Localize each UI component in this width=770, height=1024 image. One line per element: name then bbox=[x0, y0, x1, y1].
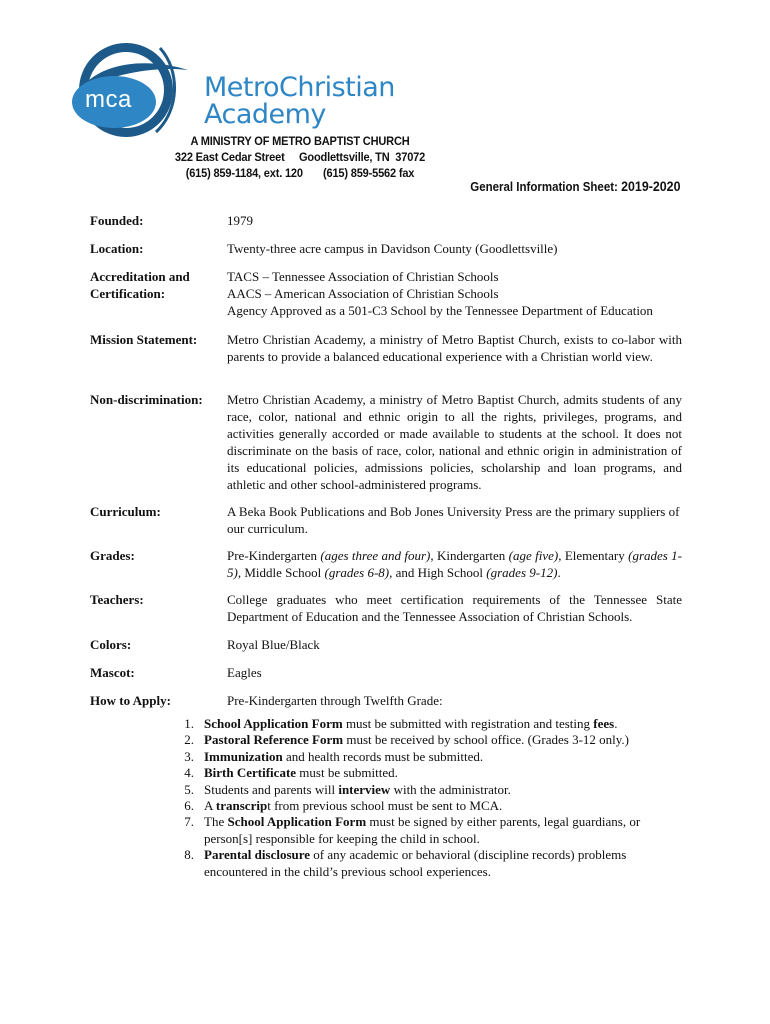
list-item bbox=[176, 814, 676, 847]
list-item bbox=[176, 782, 676, 798]
step-bold: Birth Certificate bbox=[204, 765, 297, 781]
accreditation-label-line2: Certification: bbox=[90, 286, 166, 301]
list-item bbox=[176, 765, 676, 781]
sheet-title bbox=[470, 179, 680, 194]
accreditation-aacs: AACS – American Association of Christian Schools bbox=[227, 286, 499, 301]
sheet-year: 2019-2020 bbox=[620, 179, 680, 194]
logo-mark-text: mca bbox=[85, 86, 132, 113]
step-number: 3. bbox=[184, 748, 194, 764]
grades-value bbox=[227, 547, 682, 581]
application-steps bbox=[176, 716, 676, 880]
grades-label: Grades: bbox=[90, 548, 135, 563]
accreditation-value bbox=[227, 268, 682, 319]
step-text: must be received by school office. (Grades 3-12 only.) bbox=[343, 732, 630, 748]
step-text: A bbox=[204, 798, 216, 814]
step-text: must be submitted with registration and testing bbox=[342, 716, 594, 731]
school-address-block bbox=[162, 133, 438, 181]
step-number: 5. bbox=[184, 781, 194, 797]
founded-label: Founded: bbox=[90, 213, 144, 228]
mascot-label: Mascot: bbox=[90, 665, 135, 680]
step-bold: Pastoral Reference Form bbox=[204, 732, 344, 748]
list-item bbox=[176, 798, 676, 814]
phone-line: (615) 859-1184, ext. 120 (615) 859-5562 fax bbox=[185, 166, 415, 180]
step-bold: Parental disclosure bbox=[204, 847, 311, 863]
step-bold: interview bbox=[338, 781, 391, 797]
accreditation-label bbox=[90, 268, 225, 302]
curriculum-label: Curriculum: bbox=[90, 504, 161, 519]
grades-note: (grades 1-5), bbox=[227, 548, 683, 580]
step-text: t from previous school must be sent to MCA. bbox=[267, 798, 503, 814]
grades-text: . bbox=[557, 565, 561, 580]
apply-label: How to Apply: bbox=[90, 693, 171, 708]
location-label: Location: bbox=[90, 241, 144, 256]
grades-text: Kindergarten bbox=[433, 548, 509, 563]
sheet-title-label: General Information Sheet: bbox=[469, 180, 618, 194]
colors-value: Royal Blue/Black bbox=[227, 637, 320, 652]
list-item bbox=[176, 749, 676, 765]
nondiscrimination-label: Non-discrimination: bbox=[90, 392, 203, 407]
step-number: 2. bbox=[184, 732, 194, 748]
nondiscrimination-value: Metro Christian Academy, a ministry of Metro Baptist Church, admits students of any race, color, national and ethnic origin to all the rights, privileges, programs, and activities generally accorded or made available to students at the school. It does not discriminate on the basis of race, color, national and ethnic origin in administration of its educational policies, admissions policies, scholarship and loan programs, and athletic and other school-administered programs. bbox=[227, 392, 682, 492]
step-text: The bbox=[204, 814, 228, 830]
teachers-label: Teachers: bbox=[90, 592, 144, 607]
step-text: must be submitted. bbox=[296, 765, 398, 781]
mission-label: Mission Statement: bbox=[90, 332, 198, 347]
step-text: must be signed by either parents, legal guardians, or person[s] responsible for keeping the child in school. bbox=[204, 814, 641, 846]
logo-wordmark bbox=[204, 74, 395, 128]
grades-note: (ages three and four), bbox=[320, 548, 434, 563]
step-number: 1. bbox=[184, 716, 194, 731]
accreditation-agency: Agency Approved as a 501-C3 School by the Tennessee Department of Education bbox=[227, 303, 653, 318]
step-number: 8. bbox=[184, 847, 194, 863]
grades-note: (grades 9-12) bbox=[486, 565, 558, 580]
logo-name-line2: Academy bbox=[204, 99, 326, 130]
step-text: and health records must be submitted. bbox=[282, 748, 484, 764]
mission-value: Metro Christian Academy, a ministry of Metro Baptist Church, exists to co-labor with parents to provide a balanced educational experience with a Christian world view. bbox=[227, 332, 682, 364]
location-value: Twenty-three acre campus in Davidson County (Goodlettsville) bbox=[227, 241, 558, 256]
logo-name-line1: MetroChristian bbox=[204, 72, 395, 103]
step-bold: fees bbox=[593, 716, 615, 731]
grades-note: (grades 6-8), bbox=[324, 565, 393, 580]
list-item bbox=[176, 732, 676, 748]
grades-text: Middle School bbox=[241, 565, 325, 580]
step-bold: School Application Form bbox=[204, 716, 343, 731]
step-bold: Immunization bbox=[204, 748, 283, 764]
accreditation-label-line1: Accreditation and bbox=[90, 269, 190, 284]
curriculum-value: A Beka Book Publications and Bob Jones University Press are the primary suppliers of our curriculum. bbox=[227, 504, 680, 536]
colors-label: Colors: bbox=[90, 637, 132, 652]
step-text: Students and parents will bbox=[204, 781, 339, 797]
founded-value: 1979 bbox=[227, 213, 253, 228]
list-item bbox=[176, 716, 676, 732]
grades-note: (age five), bbox=[508, 548, 562, 563]
step-bold: School Application Form bbox=[227, 814, 367, 830]
step-text: . bbox=[614, 716, 618, 731]
list-item bbox=[176, 847, 676, 880]
accreditation-tacs: TACS – Tennessee Association of Christian Schools bbox=[227, 269, 499, 284]
ministry-line: A MINISTRY OF METRO BAPTIST CHURCH bbox=[190, 134, 410, 148]
apply-value: Pre-Kindergarten through Twelfth Grade: bbox=[227, 693, 443, 708]
school-logo bbox=[70, 40, 430, 140]
step-text: of any academic or behavioral (discipline records) problems encountered in the child’s previous school experiences. bbox=[204, 847, 627, 879]
teachers-value: College graduates who meet certification requirements of the Tennessee State Department of Education and the Tennessee Association of Christian Schools. bbox=[227, 592, 682, 624]
step-number: 7. bbox=[184, 814, 194, 830]
step-text: with the administrator. bbox=[390, 781, 511, 797]
mascot-value: Eagles bbox=[227, 665, 262, 680]
grades-text: Pre-Kindergarten bbox=[227, 548, 321, 563]
grades-text: and High School bbox=[392, 565, 487, 580]
step-number: 6. bbox=[184, 798, 194, 814]
grades-text: Elementary bbox=[561, 548, 629, 563]
step-number: 4. bbox=[184, 765, 194, 781]
step-bold: transcrip bbox=[215, 798, 268, 814]
address-line: 322 East Cedar Street Goodlettsville, TN 37072 bbox=[174, 150, 426, 164]
